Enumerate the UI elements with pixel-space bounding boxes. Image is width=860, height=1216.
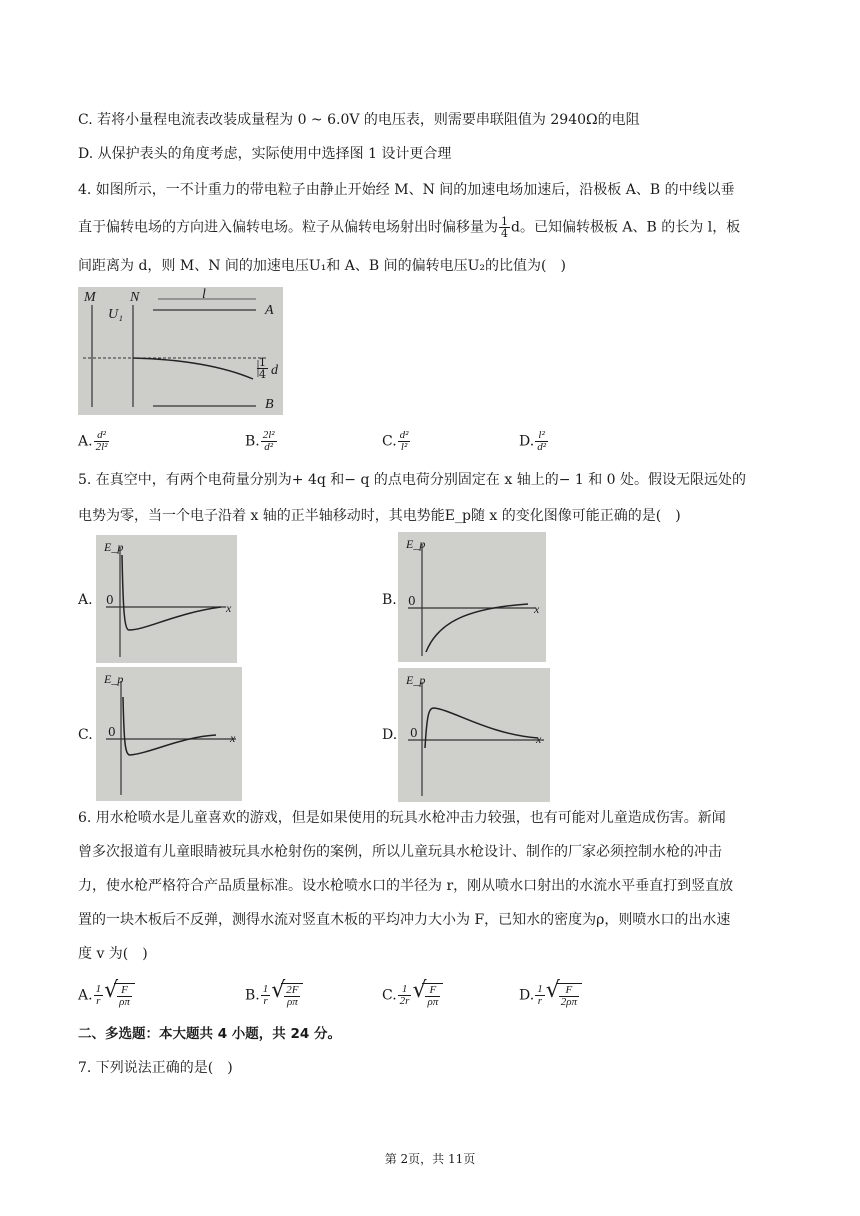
q6-option-d: D. $\frac{1}{r}$ √ $\frac{F}{2\rho\pi}$ [519, 983, 582, 1008]
q4-figure [78, 287, 283, 415]
q6-stem-line3: 力，使水枪严格符合产品质量标准。设水枪喷水口的半径为 r，刚从喷水口射出的水流水平垂直打到竖直放 [78, 878, 734, 894]
q5-option-b-label: B. [382, 592, 397, 608]
q6-option-c: C. $\frac{1}{2r}$ √ $\frac{F}{\rho\pi}$ [382, 983, 443, 1008]
q4-option-a: A. $\frac{\text{d²}}{\text{2l²}}$ [78, 429, 108, 453]
q7-stem: 7. 下列说法正确的是( ) [78, 1060, 233, 1076]
voltage-u1-label: U₁ [108, 307, 123, 322]
q5-graph-a [96, 535, 237, 663]
origin-label: 0 [410, 726, 418, 740]
q5-option-c-label: C. [78, 727, 93, 743]
plate-n-label: N [130, 290, 140, 305]
figure-offset-fraction: $\frac{1}{4}$ [259, 356, 266, 381]
page-footer: 第 2页，共 11页 [384, 1152, 476, 1166]
q3-option-d: D. 从保护表头的角度考虑，实际使用中选择图 1 设计更合理 [78, 146, 452, 162]
x-axis-label: x [534, 602, 540, 616]
q6-stem-line1: 6. 用水枪喷水是儿童喜欢的游戏，但是如果使用的玩具水枪冲击力较强，也有可能对儿童造成伤害。新闻 [78, 810, 726, 826]
q4-stem-line3: 间距离为 d，则 M、N 间的加速电压U₁和 A、B 间的偏转电压U₂的比值为( ) [78, 258, 566, 274]
q5-graph-d [398, 668, 550, 802]
q5-stem-line2: 电势为零，当一个电子沿着 x 轴的正半轴移动时，其电势能E_p随 x 的变化图像可能正确的是( ) [78, 508, 681, 524]
ep-axis-label: E_p [406, 673, 426, 687]
plate-b-label: B [265, 397, 274, 412]
ep-axis-label: E_p [406, 537, 426, 551]
q6-stem-line2: 曾多次报道有儿童眼睛被玩具水枪射伤的案例，所以儿童玩具水枪设计、制作的厂家必须控制水枪的冲击 [78, 844, 722, 860]
q5-stem-line1: 5. 在真空中，有两个电荷量分别为+ 4q 和− q 的点电荷分别固定在 x 轴上的− 1 和 0 处。假设无限远处的 [78, 472, 747, 488]
q6-stem-line5: 度 v 为( ) [78, 946, 148, 962]
ep-axis-label: E_p [104, 540, 124, 554]
q4-stem-line2 [78, 216, 740, 239]
q4-option-c: C. $\frac{\text{d²}}{\text{l²}}$ [382, 429, 409, 453]
q5-graph-c [96, 667, 242, 801]
q4-stem-line1: 4. 如图所示，一不计重力的带电粒子由静止开始经 M、N 间的加速电场加速后，沿极板 A、B 的中线以垂 [78, 182, 735, 198]
q5-option-a-label: A. [78, 592, 93, 608]
q6-stem-line4: 置的一块木板后不反弹，测得水流对竖直木板的平均冲力大小为 F，已知水的密度为ρ，则喷水口的出水速 [78, 912, 731, 928]
q5-option-d-label: D. [382, 727, 398, 743]
x-axis-label: x [230, 731, 236, 745]
q3-option-c: C. 若将小量程电流表改装成量程为 0 ~ 6.0V 的电压表，则需要串联阻值为 2940Ω的电阻 [78, 112, 640, 128]
q6-option-b: B. $\frac{1}{r}$ √ $\frac{2F}{\rho\pi}$ [245, 983, 303, 1008]
x-axis-label: x [226, 601, 232, 615]
origin-label: 0 [108, 725, 116, 739]
origin-label: 0 [408, 594, 416, 608]
q4-stem-line2-part2: d。已知偏转极板 A、B 的长为 l，板 [511, 219, 741, 236]
q6-option-a: A. $\frac{1}{r}$ √ $\frac{F}{\rho\pi}$ [78, 983, 135, 1008]
section-heading-multiple-choice: 二、多选题：本大题共 4 小题，共 24 分。 [78, 1026, 341, 1042]
origin-label: 0 [106, 593, 114, 607]
q5-graph-b [398, 532, 546, 662]
gap-d-label: d [271, 363, 278, 378]
plate-a-label: A [265, 303, 274, 318]
q4-option-d: D. $\frac{\text{l²}}{\text{d²}}$ [519, 429, 546, 453]
plate-m-label: M [84, 290, 96, 305]
x-axis-label: x [536, 732, 542, 746]
length-l-label: l [202, 287, 206, 302]
q4-stem-line2-part1: 直于偏转电场的方向进入偏转电场。粒子从偏转电场射出时偏移量为 [78, 219, 498, 236]
q4-option-b: B. $\frac{\text{2l²}}{\text{d²}}$ [245, 429, 275, 453]
ep-axis-label: E_p [104, 672, 124, 686]
q4-offset-fraction: $\frac{1}{4}$ [501, 215, 508, 240]
